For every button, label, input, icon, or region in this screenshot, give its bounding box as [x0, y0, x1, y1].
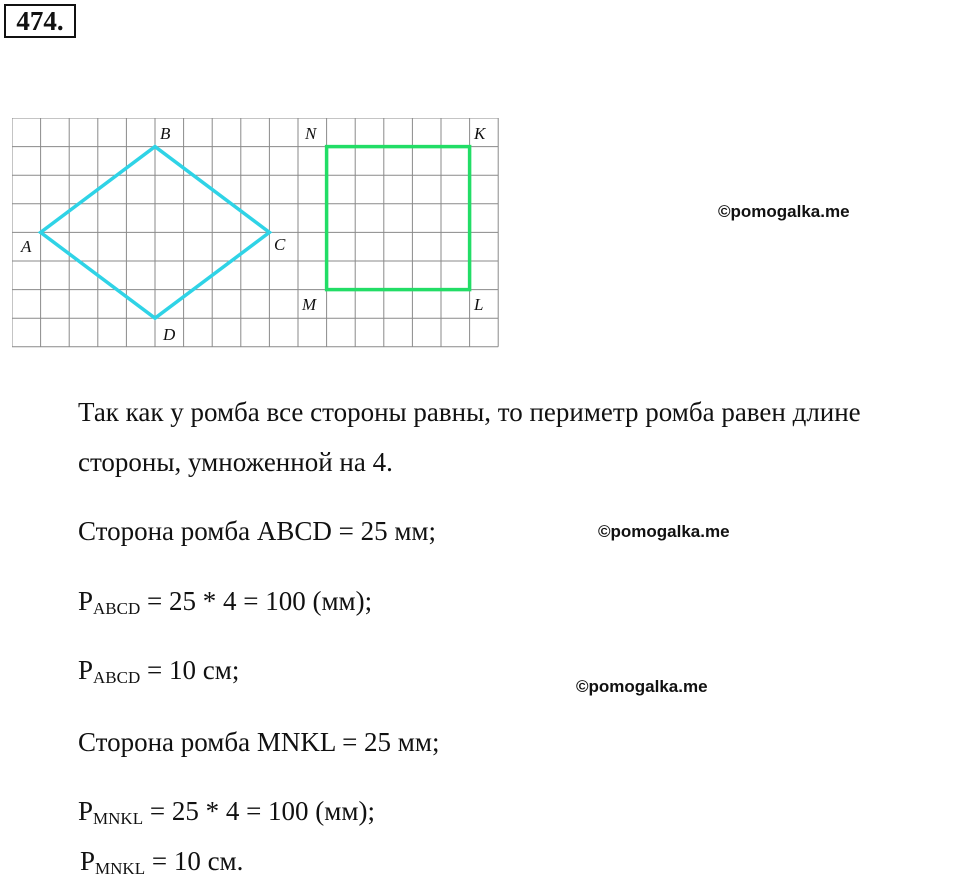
- calc-text: = 25 * 4 = 100 (мм);: [140, 586, 373, 616]
- subscript-mnkl: MNKL: [95, 859, 146, 878]
- label-d: D: [163, 325, 176, 344]
- perimeter-mnkl-cm: [80, 845, 243, 877]
- grid-lines: [12, 118, 498, 347]
- label-l: L: [474, 295, 484, 314]
- label-m: M: [302, 295, 317, 314]
- label-a: A: [21, 237, 32, 256]
- mnkl-side: Сторона ромба MNKL = 25 мм;: [78, 727, 440, 757]
- abcd-side: Сторона ромба ABCD = 25 мм;: [78, 516, 436, 546]
- p-letter: P: [78, 655, 94, 685]
- watermark: ©pomogalka.me: [718, 202, 850, 221]
- square-mnkl: [327, 147, 470, 290]
- watermark: ©pomogalka.me: [576, 677, 708, 696]
- problem-number: 474.: [4, 4, 76, 38]
- label-k: K: [474, 124, 486, 143]
- subscript-abcd: ABCD: [93, 668, 141, 687]
- calc-text: = 10 см.: [145, 846, 244, 876]
- subscript-abcd: ABCD: [93, 599, 141, 618]
- perimeter-abcd-mm: [78, 585, 372, 617]
- label-c: C: [274, 235, 286, 254]
- perimeter-mnkl-mm: [78, 795, 375, 827]
- perimeter-abcd-cm: [78, 654, 239, 686]
- calc-text: = 10 см;: [140, 655, 240, 685]
- p-letter: P: [78, 796, 94, 826]
- label-n: N: [305, 124, 317, 143]
- grid-figure: [12, 118, 502, 352]
- p-letter: P: [78, 586, 94, 616]
- subscript-mnkl: MNKL: [93, 809, 144, 828]
- p-letter: P: [80, 846, 96, 876]
- label-b: B: [160, 124, 171, 143]
- calc-text: = 25 * 4 = 100 (мм);: [143, 796, 375, 826]
- intro-line-1: Так как у ромба все стороны равны, то периметр ромба равен длине: [78, 397, 861, 427]
- intro-line-2: стороны, умноженной на 4.: [78, 447, 393, 477]
- watermark: ©pomogalka.me: [598, 522, 730, 541]
